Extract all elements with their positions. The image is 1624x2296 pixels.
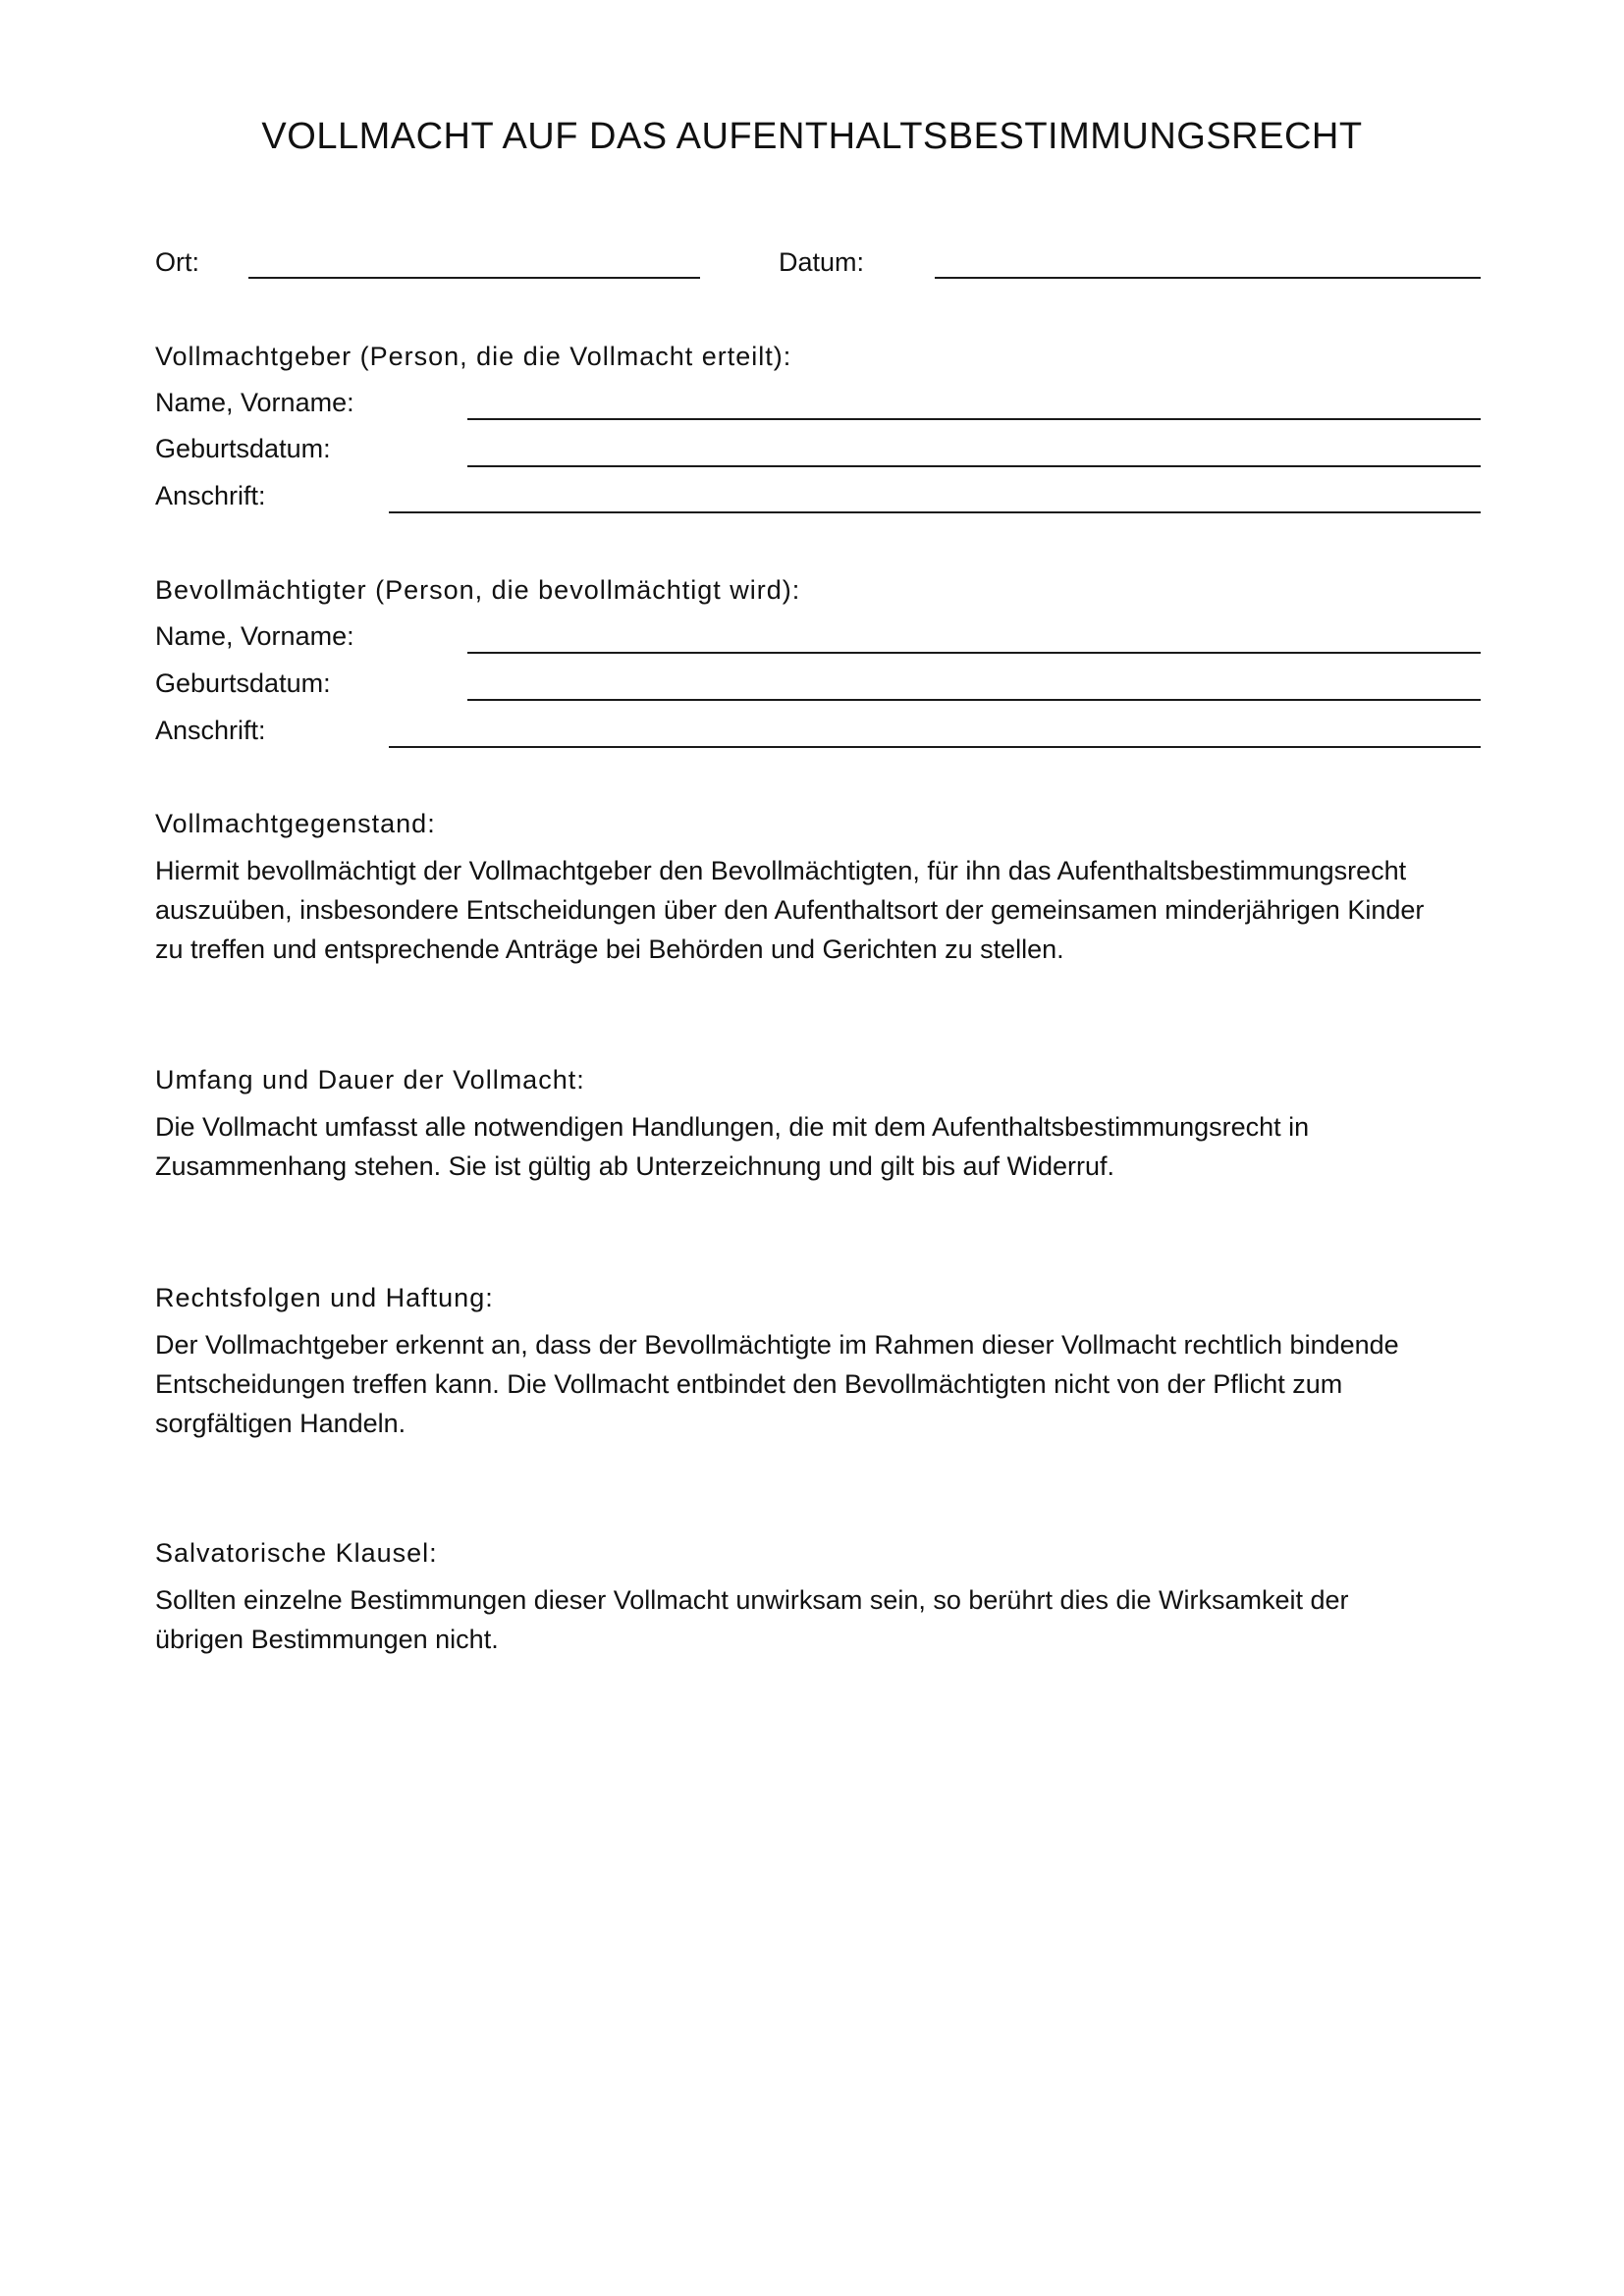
paragraph-line: Sollten einzelne Bestimmungen dieser Vollmacht unwirksam sein, so berührt dies die Wirksamkeit der [155,1585,1349,1615]
severability-heading: Salvatorische Klausel: [155,1538,438,1568]
liability-paragraph [155,1325,1530,1443]
paragraph-line: Der Vollmachtgeber erkennt an, dass der Bevollmächtigte im Rahmen dieser Vollmacht rechtlich bindende [155,1330,1399,1360]
severability-paragraph [155,1580,1530,1659]
agent-heading: Bevollmächtigter (Person, die bevollmächtigt wird): [155,575,801,605]
scope-heading: Umfang und Dauer der Vollmacht: [155,1065,585,1095]
liability-heading: Rechtsfolgen und Haftung: [155,1283,494,1312]
scope-paragraph [155,1107,1530,1186]
paragraph-line: zu treffen und entsprechende Anträge bei Behörden und Gerichten zu stellen. [155,934,1064,964]
agent-address-label: Anschrift: [155,716,266,745]
subject-heading: Vollmachtgegenstand: [155,809,436,838]
grantor-address-field[interactable] [389,511,1481,513]
agent-name-label: Name, Vorname: [155,621,354,651]
grantor-birth-field[interactable] [467,465,1481,467]
paragraph-line: Entscheidungen treffen kann. Die Vollmacht entbindet den Bevollmächtigten nicht von der Pflicht zum [155,1369,1343,1399]
agent-address-field[interactable] [389,746,1481,748]
place-label: Ort: [155,247,199,277]
agent-name-field[interactable] [467,652,1481,654]
paragraph-line: sorgfältigen Handeln. [155,1409,406,1438]
date-label: Datum: [779,247,865,277]
grantor-birth-label: Geburtsdatum: [155,434,331,463]
grantor-name-field[interactable] [467,418,1481,420]
grantor-address-label: Anschrift: [155,481,266,510]
grantor-heading: Vollmachtgeber (Person, die die Vollmacht erteilt): [155,342,792,371]
agent-birth-field[interactable] [467,699,1481,701]
place-field[interactable] [248,277,700,279]
paragraph-line: Zusammenhang stehen. Sie ist gültig ab Unterzeichnung und gilt bis auf Widerruf. [155,1151,1115,1181]
document-title: VOLLMACHT AUF DAS AUFENTHALTSBESTIMMUNGSRECHT [261,116,1363,157]
paragraph-line: auszuüben, insbesondere Entscheidungen über den Aufenthaltsort der gemeinsamen minderjährigen Kinder [155,895,1425,925]
subject-paragraph [155,851,1530,969]
agent-birth-label: Geburtsdatum: [155,668,331,698]
paragraph-line: Die Vollmacht umfasst alle notwendigen Handlungen, die mit dem Aufenthaltsbestimmungsrecht in [155,1112,1310,1142]
grantor-name-label: Name, Vorname: [155,388,354,417]
paragraph-line: Hiermit bevollmächtigt der Vollmachtgeber den Bevollmächtigten, für ihn das Aufenthaltsbestimmungsrecht [155,856,1407,885]
paragraph-line: übrigen Bestimmungen nicht. [155,1625,499,1654]
date-field[interactable] [935,277,1481,279]
